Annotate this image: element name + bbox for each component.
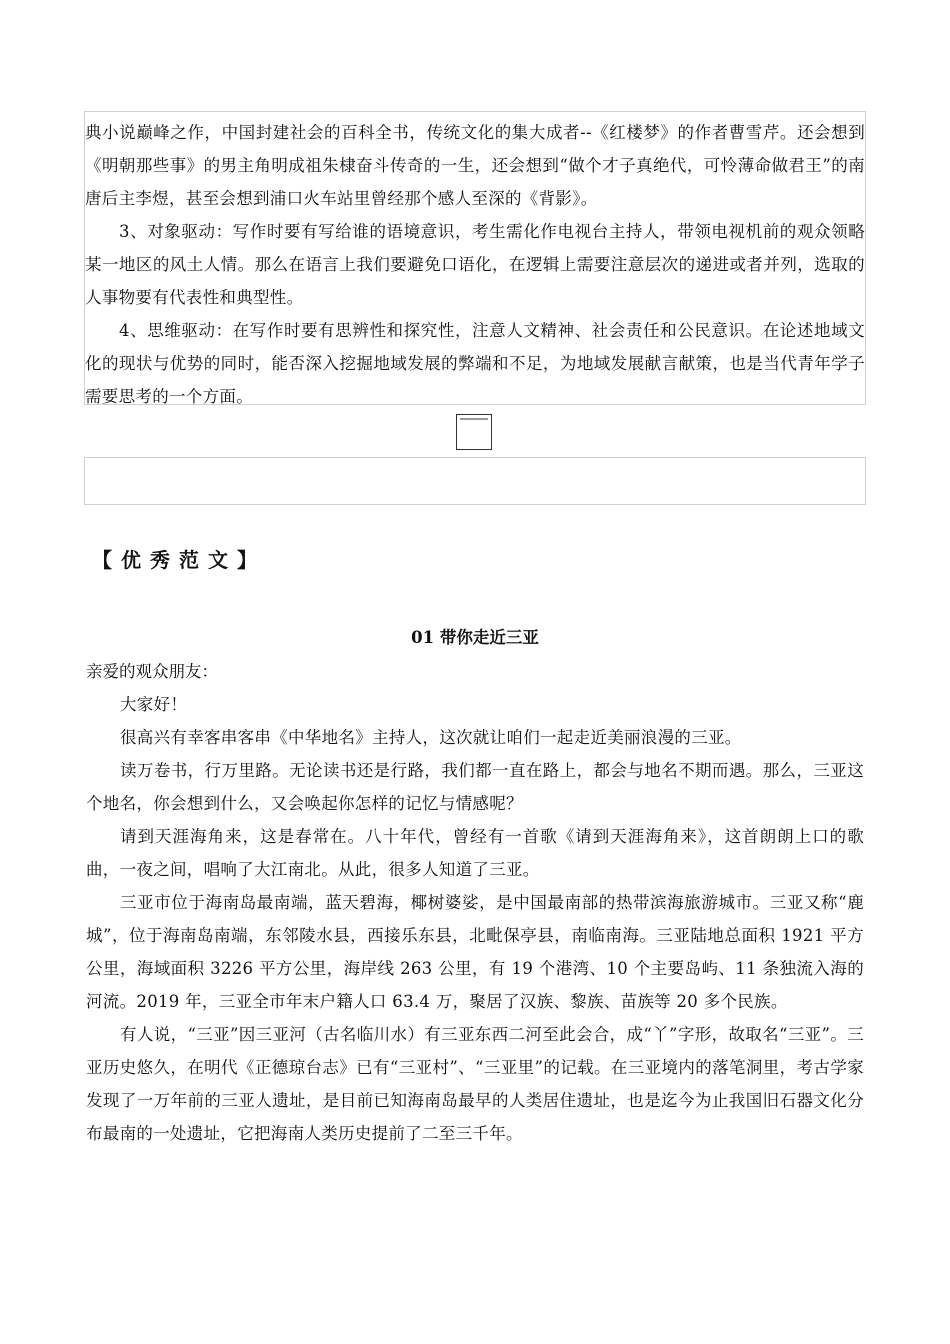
article-paragraph: 请到天涯海角来，这是春常在。八十年代，曾经有一首歌《请到天涯海角来》，这首朗朗上口的歌曲，一夜之间，唱响了大江南北。从此，很多人知道了三亚。 [86, 827, 864, 879]
article-paragraph: 三亚市位于海南岛最南端，蓝天碧海，椰树婆娑，是中国最南部的热带滨海旅游城市。三亚又称“鹿城”，位于海南岛南端，东邻陵水县，西接乐东县，北毗保亭县，南临南海。三亚陆地总面积 1921 平方公里，海域面积 3226 平方公里，海岸线 263 公里，有 19 个港湾、10 个主要岛屿、11 条独流入海的河流。2019 年，三亚全市年末户籍人口 63.4 万，聚居了汉族、黎族、苗族等 20 多个民族。 [86, 893, 864, 1011]
paragraph-object-drive: 3、对象驱动：写作时要有写给谁的语境意识，考生需化作电视台主持人，带领电视机前的观众领略某一地区的风土人情。那么在语言上我们要避免口语化，在逻辑上需要注意层次的递进或者并列，选取的人事物要有代表性和典型性。 [85, 222, 865, 307]
article-body [86, 655, 864, 1150]
embedded-image-frame [456, 414, 492, 450]
article-paragraph: 有人说，“三亚”因三亚河（古名临川水）有三亚东西二河至此会合，成“丫”字形，故取名“三亚”。三亚历史悠久，在明代《正德琼台志》已有“三亚村”、“三亚里”的记载。在三亚境内的落笔洞里，考古学家发现了一万年前的三亚人遗址，是目前已知海南岛最早的人类居住遗址，也是迄今为止我国旧石器文化分布最南的一处遗址，它把海南人类历史提前了二至三千年。 [86, 1025, 864, 1143]
paragraph-continued: 典小说巅峰之作，中国封建社会的百科全书，传统文化的集大成者--《红楼梦》的作者曹雪芹。还会想到《明朝那些事》的男主角明成祖朱棣奋斗传奇的一生，还会想到“做个才子真绝代，可怜薄命做君王”的南唐后主李煜，甚至会想到浦口火车站里曾经那个感人至深的《背影》。 [85, 123, 865, 208]
salutation: 亲爱的观众朋友： [86, 662, 218, 681]
article-paragraph: 大家好！ [120, 695, 188, 714]
section-title: 【优秀范文】 [92, 548, 266, 572]
content-box-empty [84, 457, 866, 505]
article-title: 01 带你走近三亚 [411, 628, 539, 647]
content-box-top [84, 111, 866, 405]
article-paragraph: 读万卷书，行万里路。无论读书还是行路，我们都一直在路上，都会与地名不期而遇。那么，三亚这个地名，你会想到什么，又会唤起你怎样的记忆与情感呢？ [86, 761, 864, 813]
paragraph-thinking-drive: 4、思维驱动：在写作时要有思辨性和探究性，注意人文精神、社会责任和公民意识。在论述地域文化的现状与优势的同时，能否深入挖掘地域发展的弊端和不足，为地域发展献言献策，也是当代青年学子需要思考的一个方面。 [85, 321, 865, 406]
article-paragraph: 很高兴有幸客串客串《中华地名》主持人，这次就让咱们一起走近美丽浪漫的三亚。 [120, 728, 742, 747]
